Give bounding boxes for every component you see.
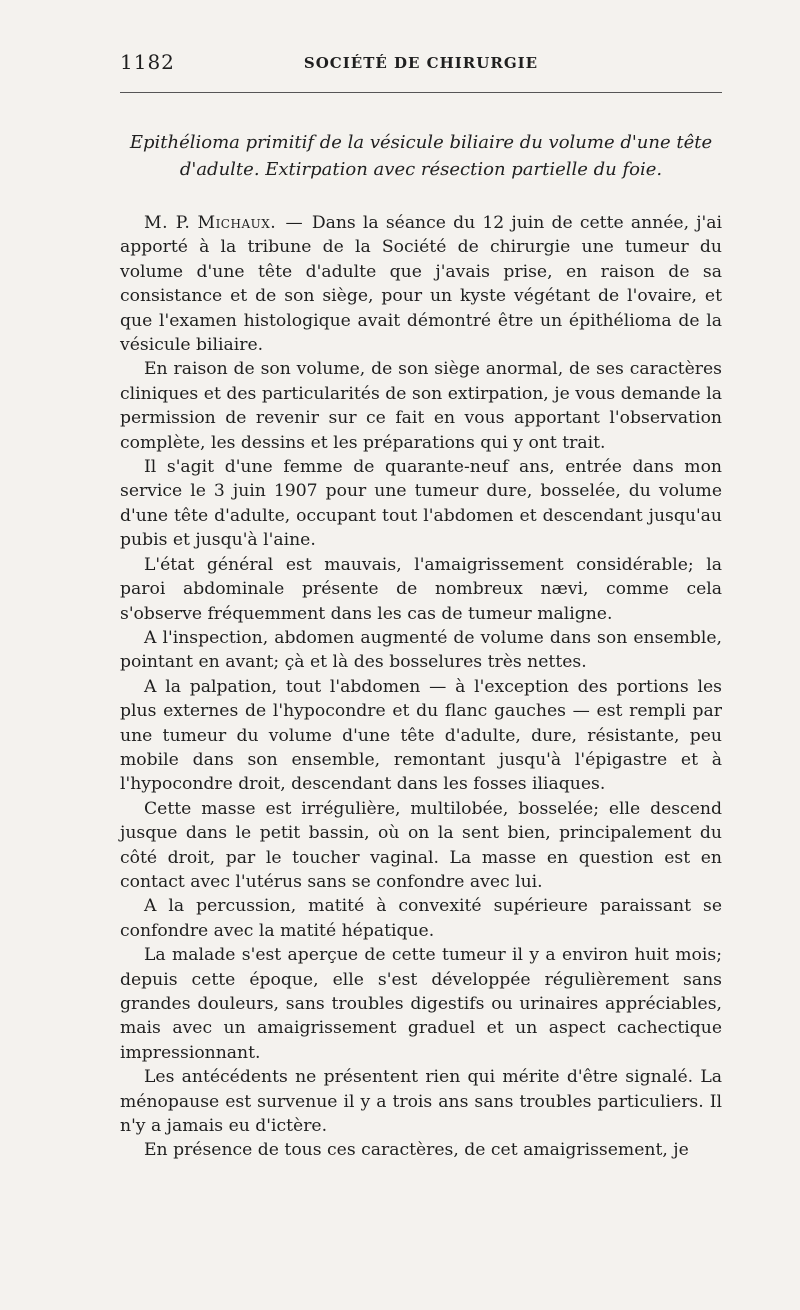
paragraph-10: Les antécédents ne présentent rien qui mérite d'être signalé. La ménopause est survenue il y a trois ans sans troubles particuliers. Il n'y a jamais eu d'ictère.	[120, 1067, 722, 1137]
paragraph-1	[120, 211, 722, 357]
speaker-prefix: M. P.	[144, 213, 191, 233]
article-title-line-1: Epithélioma primitif de la vésicule biliaire du volume d'une tête	[129, 132, 713, 153]
paragraph-5: A l'inspection, abdomen augmenté de volume dans son ensemble, pointant en avant; çà et là des bosselures très nettes.	[120, 627, 722, 673]
journal-title: SOCIÉTÉ DE CHIRURGIE	[303, 54, 539, 72]
header-rule	[120, 92, 722, 93]
article-body	[120, 211, 722, 1163]
page-number: 1182	[120, 50, 175, 74]
paragraph-6: A la palpation, tout l'abdomen — à l'exception des portions les plus externes de l'hypocondre et du flanc gauches — est rempli par une tumeur du volume d'une tête d'adulte, dure, résistante, peu mobile dans son ensemble, remontant jusqu'à l'épigastre et à l'hypocondre droit, descendant dans les fosses iliaques.	[120, 676, 722, 795]
speaker-dash: —	[285, 213, 303, 233]
paragraph-1-text: Dans la séance du 12 juin de cette année, j'ai apporté à la tribune de la Société de chirurgie une tumeur du volume d'une tête d'adulte que j'avais prise, en raison de sa consistance et de son siège, pour un kyste végétant de l'ovaire, et que l'examen histologique avait démontré être un épithélioma de la vésicule biliaire.	[120, 213, 723, 356]
speaker-name: Michaux.	[197, 213, 277, 233]
paragraph-3: Il s'agit d'une femme de quarante-neuf ans, entrée dans mon service le 3 juin 1907 pour une tumeur dure, bosselée, du volume d'une tête d'adulte, occupant tout l'abdomen et descendant jusqu'au pubis et jusqu'à l'aine.	[120, 457, 722, 551]
paragraph-7: Cette masse est irrégulière, multilobée, bosselée; elle descend jusque dans le petit bassin, où on la sent bien, principalement du côté droit, par le toucher vaginal. La masse en question est en contact avec l'utérus sans se confondre avec lui.	[120, 798, 722, 892]
running-head	[120, 48, 722, 82]
paragraph-8: A la percussion, matité à convexité supérieure paraissant se confondre avec la matité hépatique.	[120, 896, 722, 941]
article-title-line-2: d'adulte. Extirpation avec résection partielle du foie.	[179, 159, 663, 180]
article-title	[120, 129, 722, 183]
paragraph-9: La malade s'est aperçue de cette tumeur il y a environ huit mois; depuis cette époque, elle s'est développée régulièrement sans grandes douleurs, sans troubles digestifs ou urinaires appréciables, mais avec un amaigrissement graduel et un aspect cachectique impressionnant.	[120, 945, 722, 1063]
paragraph-2: En raison de son volume, de son siège anormal, de ses caractères cliniques et des particularités de son extirpation, je vous demande la permission de revenir sur ce fait en vous apportant l'observation complète, les dessins et les préparations qui y ont trait.	[120, 359, 722, 453]
paragraph-11: En présence de tous ces caractères, de cet amaigrissement, je	[144, 1140, 689, 1161]
paragraph-4: L'état général est mauvais, l'amaigrissement considérable; la paroi abdominale présente de nombreux nævi, comme cela s'observe fréquemment dans les cas de tumeur maligne.	[120, 554, 722, 624]
